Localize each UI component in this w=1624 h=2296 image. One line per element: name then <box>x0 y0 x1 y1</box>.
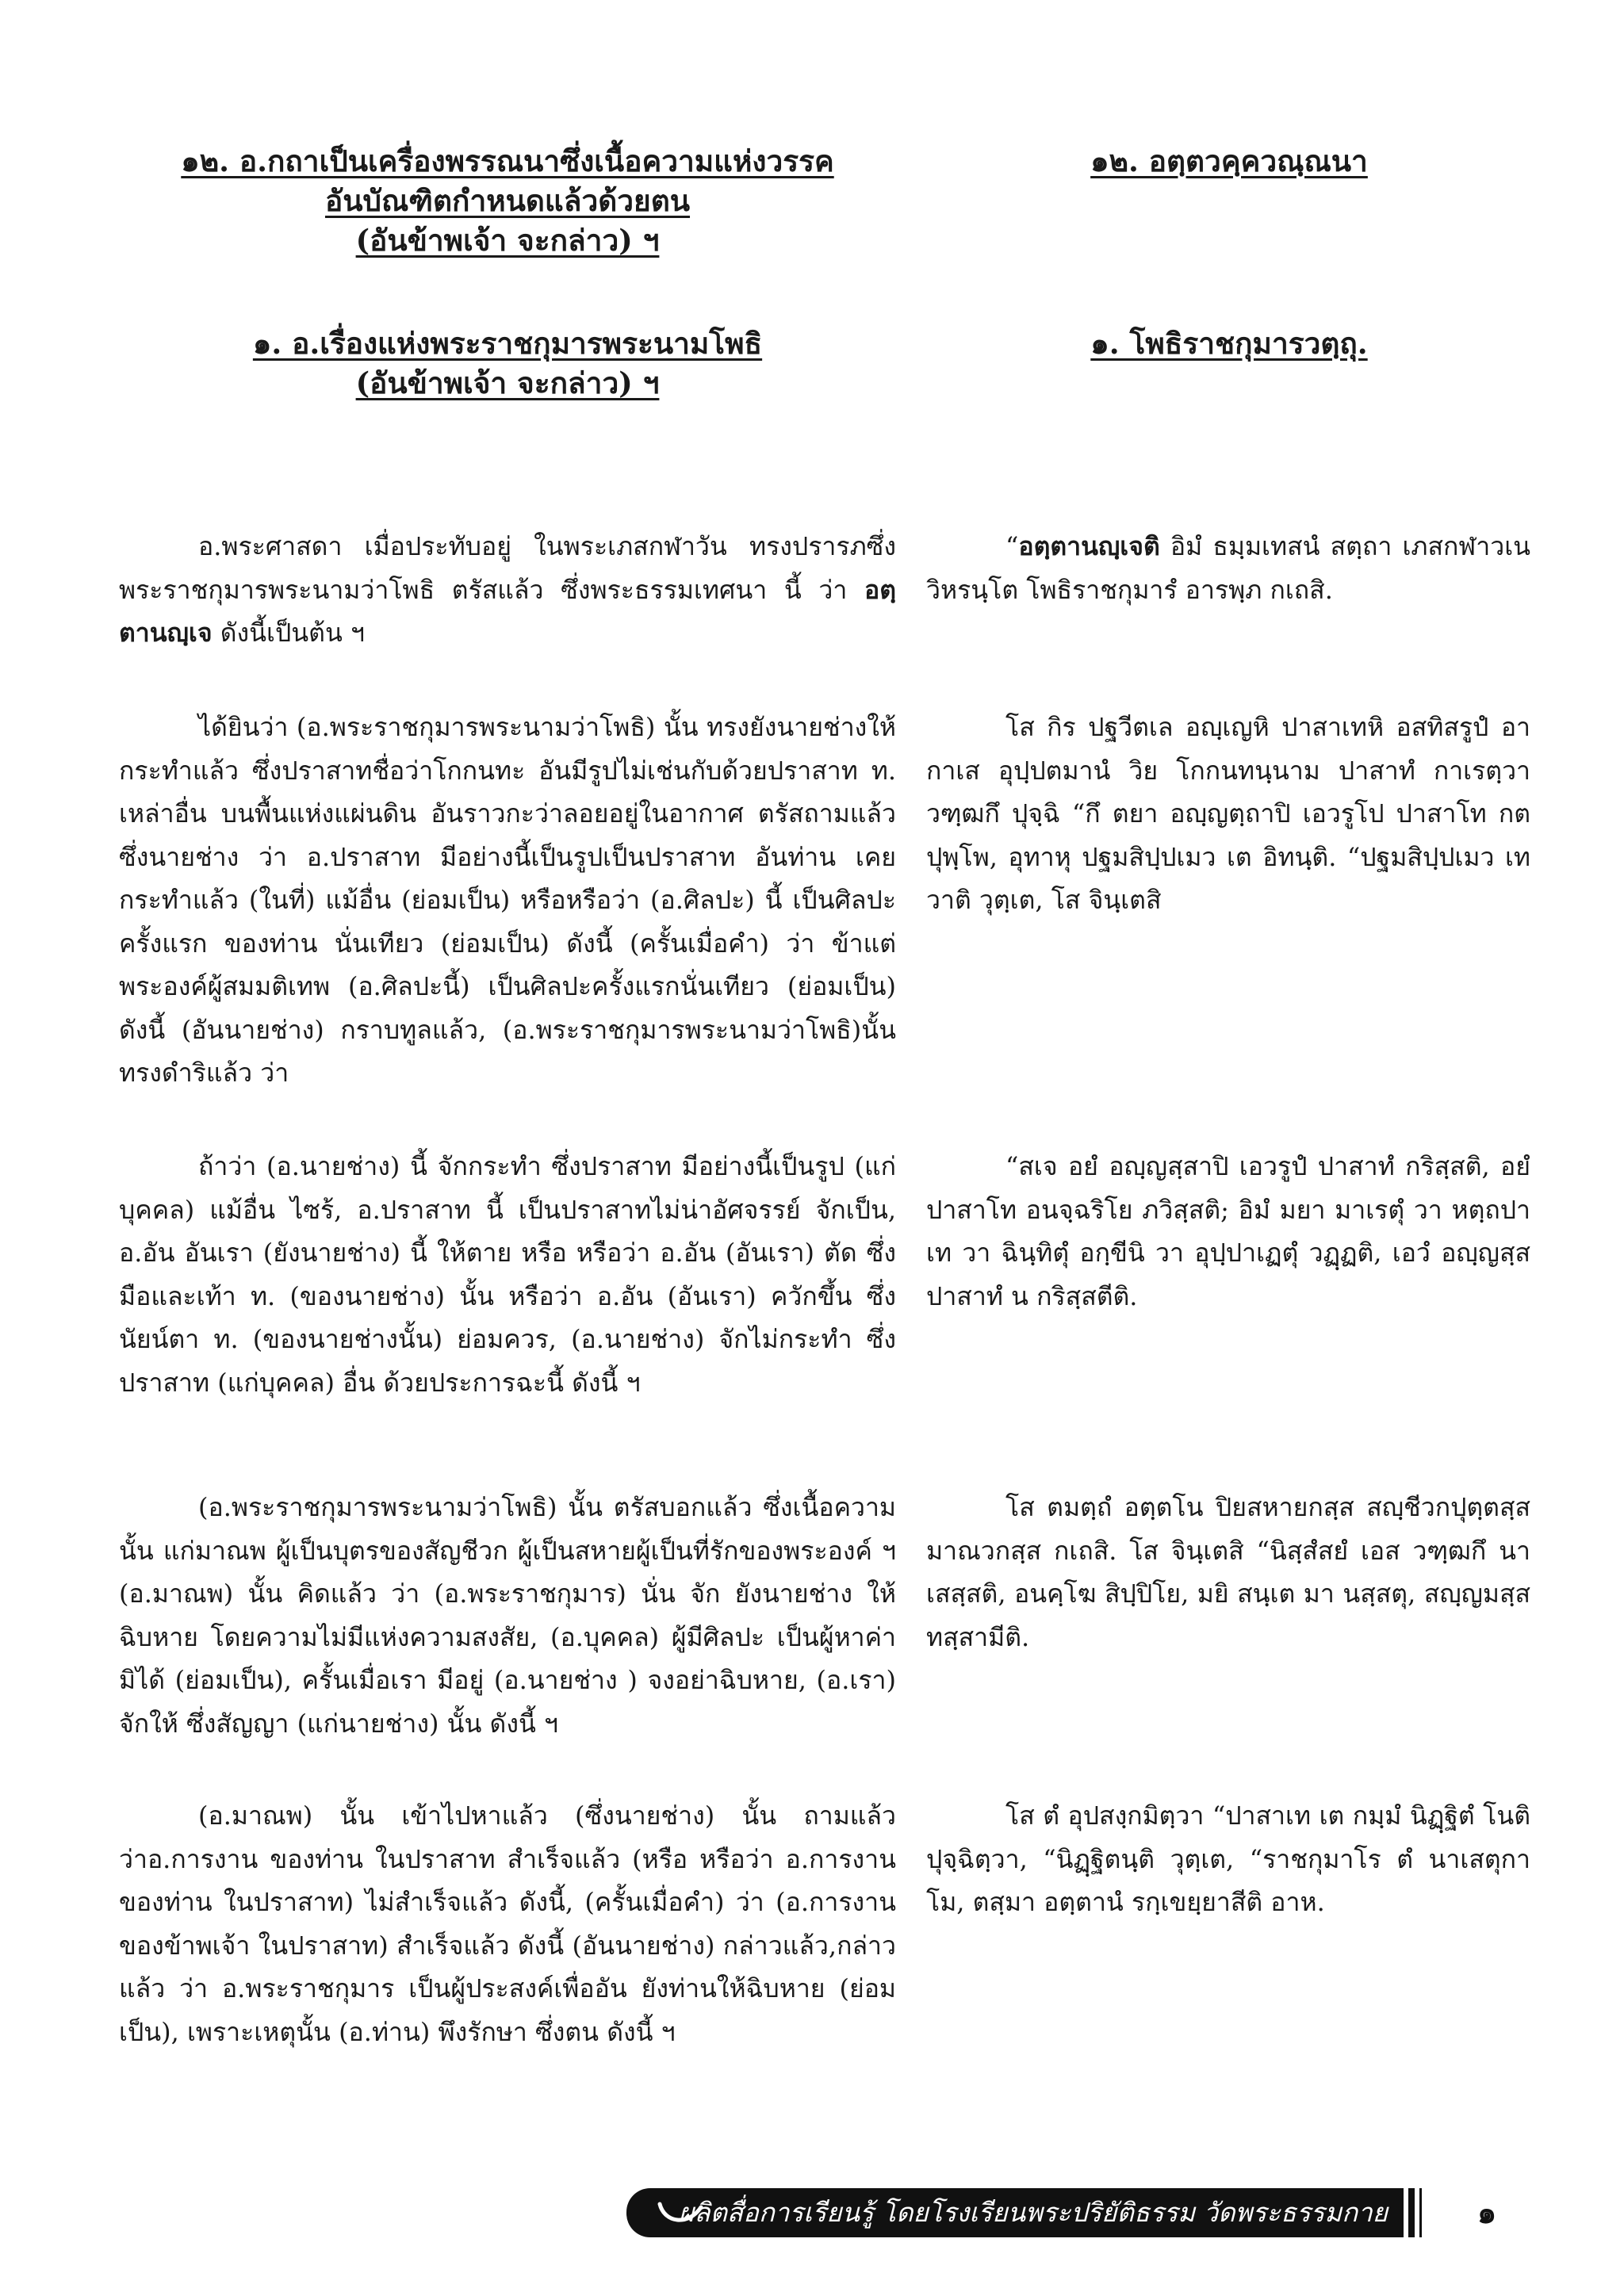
left-paragraph-3: ถ้าว่า (อ.นายช่าง) นี้ จักกระทำ ซึ่งปราสาท มีอย่างนี้เป็นรูป (แก่บุคคล) แม้อื่น ไซร้, อ.ปราสาท นี้ เป็นปราสาทไม่น่าอัศจรรย์ จักเป็น, อ.อัน อันเรา (ยังนายช่าง) นี้ ให้ตาย หรือ หรือว่า อ.อัน (อันเรา) ตัด ซึ่งมือและเท้า ท. (ของนายช่าง) นั้น หรือว่า อ.อัน (อันเรา) ควักขึ้น ซึ่งนัยน์ตา ท. (ของนายช่างนั้น) ย่อมควร, (อ.นายช่าง) จักไม่กระทำ ซึ่งปราสาท (แก่บุคคล) อื่น ด้วยประการฉะนี้ ดังนี้ ฯ <box>119 1151 896 1398</box>
right-paragraph-3: “สเจ อยํ อญฺญสฺสาปิ เอวรูปํ ปาสาทํ กริสฺสติ, อยํ ปาสาโท อนจฺฉริโย ภวิสฺสติ; อิมํ มยา มาเรตุํ วา หตฺถปาเท วา ฉินฺทิตุํ อกฺขีนิ วา อุปฺปาเฏตุํ วฏฺฏติ, เอวํ อญฺญสฺส ปาสาทํ น กริสฺสตีติ. <box>926 1151 1530 1311</box>
left-subheading-line-1: ๑. อ.เรื่องแห่งพระราชกุมารพระนามโพธิ <box>252 326 763 361</box>
right-subheading <box>952 323 1507 363</box>
right-heading-text: ๑๒. อตฺตวคฺควณฺณนา <box>1090 144 1368 178</box>
left-subheading <box>119 323 896 403</box>
left-paragraph-2: ได้ยินว่า (อ.พระราชกุมารพระนามว่าโพธิ) นั้น ทรงยังนายช่างให้กระทำแล้ว ซึ่งปราสาทชื่อว่าโกกนทะ อันมีรูปไม่เช่นกับด้วยปราสาท ท. เหล่าอื่น บนพื้นแห่งแผ่นดิน อันราวกะว่าลอยอยู่ในอากาศ ตรัสถามแล้ว ซึ่งนายช่าง ว่า อ.ปราสาท มีอย่างนี้เป็นรูปเป็นปราสาท อันท่าน เคยกระทำแล้ว (ในที่) แม้อื่น (ย่อมเป็น) หรือหรือว่า (อ.ศิลปะ) นี้ เป็นศิลปะครั้งแรก ของท่าน นั่นเทียว (ย่อมเป็น) ดังนี้ (ครั้นเมื่อคำ) ว่า ข้าแต่พระองค์ผู้สมมติเทพ (อ.ศิลปะนี้) เป็นศิลปะครั้งแรกนั่นเทียว (ย่อมเป็น) ดังนี้ (อันนายช่าง) กราบทูลแล้ว, (อ.พระราชกุมารพระนามว่าโพธิ)นั้น ทรงดำริแล้ว ว่า <box>119 712 896 1088</box>
footer-text: ผลิตสื่อการเรียนรู้ โดยโรงเรียนพระปริยัติธรรม วัดพระธรรมกาย <box>678 2197 1388 2228</box>
left-paragraph-1-pre: อ.พระศาสดา เมื่อประทับอยู่ ในพระเภสกฬาวัน ทรงปรารภซึ่งพระราชกุมารพระนามว่าโพธิ ตรัสแล้ว ซึ่งพระธรรมเทศนา นี้ ว่า <box>119 531 896 605</box>
left-paragraph-1 <box>119 525 896 655</box>
page-number: ๑ <box>1477 2195 1497 2230</box>
left-subheading-line-2: (อันข้าพเจ้า จะกล่าว) ฯ <box>355 365 660 400</box>
left-paragraph-1-post: ดังนี้เป็นต้น ฯ <box>212 618 365 648</box>
right-subheading-text: ๑. โพธิราชกุมารวตฺถุ. <box>1090 326 1368 361</box>
left-heading-line-2: อันบัณฑิตกำหนดแล้วด้วยตน <box>324 183 691 218</box>
footer-divider <box>1408 2188 1415 2237</box>
left-heading-line-3: (อันข้าพเจ้า จะกล่าว) ฯ <box>355 223 660 258</box>
right-paragraph-4: โส ตมตฺถํ อตฺตโน ปิยสหายกสฺส สญฺชีวกปุตฺตสฺส มาณวกสฺส กเถสิ. โส จินฺเตสิ “นิสฺสํสยํ เอส วฑฺฒกึ นาเสสฺสติ, อนคฺโฆ สิปฺปิโย, มยิ สนฺเต มา นสฺสตุ, สญฺญมสฺส ทสฺสามีติ. <box>926 1492 1530 1652</box>
right-paragraph-1-keyword: อตฺตานญฺเจติ <box>1018 531 1160 561</box>
right-paragraph-1-pre: “ <box>1005 531 1019 561</box>
footer-divider-thin <box>1419 2188 1422 2237</box>
left-heading-line-1: ๑๒. อ.กถาเป็นเครื่องพรรณนาซึ่งเนื้อความแห่งวรรค <box>181 144 834 178</box>
left-paragraph-4: (อ.พระราชกุมารพระนามว่าโพธิ) นั้น ตรัสบอกแล้ว ซึ่งเนื้อความ นั้น แก่มาณพ ผู้เป็นบุตรของสัญชีวก ผู้เป็นสหายผู้เป็นที่รักของพระองค์ ฯ (อ.มาณพ) นั้น คิดแล้ว ว่า (อ.พระราชกุมาร) นั่น จัก ยังนายช่าง ให้ฉิบหาย โดยความไม่มีแห่งความสงสัย, (อ.บุคคล) ผู้มีศิลปะ เป็นผู้หาค่ามิได้ (ย่อมเป็น), ครั้นเมื่อเรา มีอยู่ (อ.นายช่าง ) จงอย่าฉิบหาย, (อ.เรา) จักให้ ซึ่งสัญญา (แก่นายช่าง) นั้น ดังนี้ ฯ <box>119 1492 896 1739</box>
right-paragraph-5: โส ตํ อุปสงฺกมิตฺวา “ปาสาเท เต กมฺมํ นิฏฺฐิตํ โนติ ปุจฺฉิตฺวา, “นิฏฺฐิตนฺติ วุตฺเต, “ราชกุมาโร ตํ นาเสตุกาโม, ตสฺมา อตฺตานํ รกฺเขยฺยาสีติ อาห. <box>926 1800 1530 1917</box>
right-heading <box>952 141 1507 181</box>
left-paragraph-5: (อ.มาณพ) นั้น เข้าไปหาแล้ว (ซึ่งนายช่าง) นั้น ถามแล้ว ว่าอ.การงาน ของท่าน ในปราสาท สำเร็จแล้ว (หรือ หรือว่า อ.การงานของท่าน ในปราสาท) ไม่สำเร็จแล้ว ดังนี้, (ครั้นเมื่อคำ) ว่า (อ.การงานของข้าพเจ้า ในปราสาท) สำเร็จแล้ว ดังนี้ (อันนายช่าง) กล่าวแล้ว,กล่าวแล้ว ว่า อ.พระราชกุมาร เป็นผู้ประสงค์เพื่ออัน ยังท่านให้ฉิบหาย (ย่อมเป็น), เพราะเหตุนั้น (อ.ท่าน) พึงรักษา ซึ่งตน ดังนี้ ฯ <box>119 1800 896 2047</box>
left-paragraph-1-keyword: อตฺตานญฺเจ <box>119 574 896 648</box>
right-paragraph-1-post: อิมํ ธมฺมเทสนํ สตฺถา เภสกฬาวเน วิหรนฺโต โพธิราชกุมารํ อารพฺภ กเถสิ. <box>926 531 1530 605</box>
footer <box>626 2188 1530 2237</box>
left-heading <box>119 141 896 260</box>
right-paragraph-2: โส กิร ปฐวีตเล อญฺเญหิ ปาสาเทหิ อสทิสรูปํ อากาเส อุปฺปตมานํ วิย โกกนทนฺนาม ปาสาทํ กาเรตฺวา วฑฺฒกึ ปุจฺฉิ “กึ ตยา อญฺญตฺถาปิ เอวรูโป ปาสาโท กตปุพฺโพ, อุทาหุ ปฐมสิปฺปเมว เต อิทนฺติ. “ปฐมสิปฺปเมว เทวาติ วุตฺเต, โส จินฺเตสิ <box>926 712 1530 915</box>
right-paragraph-1 <box>926 525 1530 611</box>
